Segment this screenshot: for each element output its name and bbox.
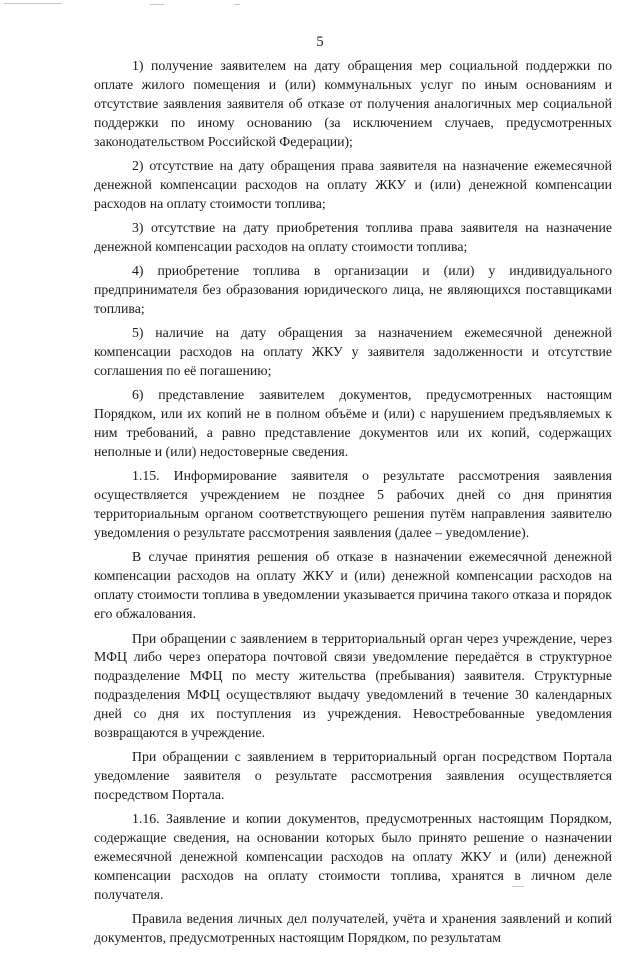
paragraph: При обращении с заявлением в территориальный орган через учреждение, через МФЦ либо через оператора почтовой связи уведомление передаётся в структурное подразделение МФЦ по месту жительства (пребывания) заявителя. Структурные подразделения МФЦ осуществляют выдачу уведомлений в течение 30 календарных дней со дня их поступления из учреждения. Невостребованные уведомления возвращаются в учреждение.	[94, 630, 612, 741]
scan-artifact	[150, 4, 164, 5]
scan-artifact	[234, 4, 240, 5]
paragraph: 6) представление заявителем документов, предусмотренных настоящим Порядком, или их копий не в полном объёме и (или) с нарушением предъявляемых к ним требований, а равно представление документов или их копий, содержащих неполные и (или) недостоверные сведения.	[94, 387, 612, 460]
scan-artifact	[4, 3, 62, 4]
document-body	[94, 57, 612, 954]
paragraph: 1.15. Информирование заявителя о результате рассмотрения заявления осуществляется учреждением не позднее 5 рабочих дней со дня принятия территориальным органом соответствующего решения путём направления заявителю уведомления о результате рассмотрения заявления (далее – уведомление).	[94, 468, 612, 541]
paragraph: 3) отсутствие на дату приобретения топлива права заявителя на назначение денежной компенсации расходов на оплату стоимости топлива;	[94, 220, 612, 254]
paragraph: 1.16. Заявление и копии документов, предусмотренных настоящим Порядком, содержащие сведения, на основании которых было принято решение о назначении ежемесячной денежной компенсации расходов на оплату ЖКУ и (или) денежной компенсации расходов на оплату стоимости топлива, хранятся в личном деле получателя.	[94, 811, 612, 903]
paragraph: 1) получение заявителем на дату обращения мер социальной поддержки по оплате жилого помещения и (или) коммунальных услуг по иным основаниям и отсутствие заявления заявителя об отказе от получения аналогичных мер социальной поддержки по иному основанию (за исключением случаев, предусмотренных законодательством Российской Федерации);	[94, 58, 612, 149]
paragraph: В случае принятия решения об отказе в назначении ежемесячной денежной компенсации расходов на оплату ЖКУ и (или) денежной компенсации расходов на оплату стоимости топлива в уведомлении указывается причина такого отказа и порядок его обжалования.	[94, 549, 612, 622]
paragraph: Правила ведения личных дел получателей, учёта и хранения заявлений и копий документов, предусмотренных настоящим Порядком, по результатам	[94, 911, 612, 946]
page-number: 5	[316, 34, 324, 50]
paragraph: 4) приобретение топлива в организации и (или) у индивидуального предпринимателя без образования юридического лица, не являющихся поставщиками топлива;	[94, 263, 612, 317]
paragraph: 5) наличие на дату обращения за назначением ежемесячной денежной компенсации расходов на оплату ЖКУ у заявителя задолженности и отсутствие соглашения по её погашению;	[94, 325, 612, 379]
paragraph: При обращении с заявлением в территориальный орган посредством Портала уведомление заявителя о результате рассмотрения заявления осуществляется посредством Портала.	[94, 749, 612, 803]
paragraph: 2) отсутствие на дату обращения права заявителя на назначение ежемесячной денежной компенсации расходов на оплату ЖКУ и (или) денежной компенсации расходов на оплату стоимости топлива;	[94, 157, 612, 211]
